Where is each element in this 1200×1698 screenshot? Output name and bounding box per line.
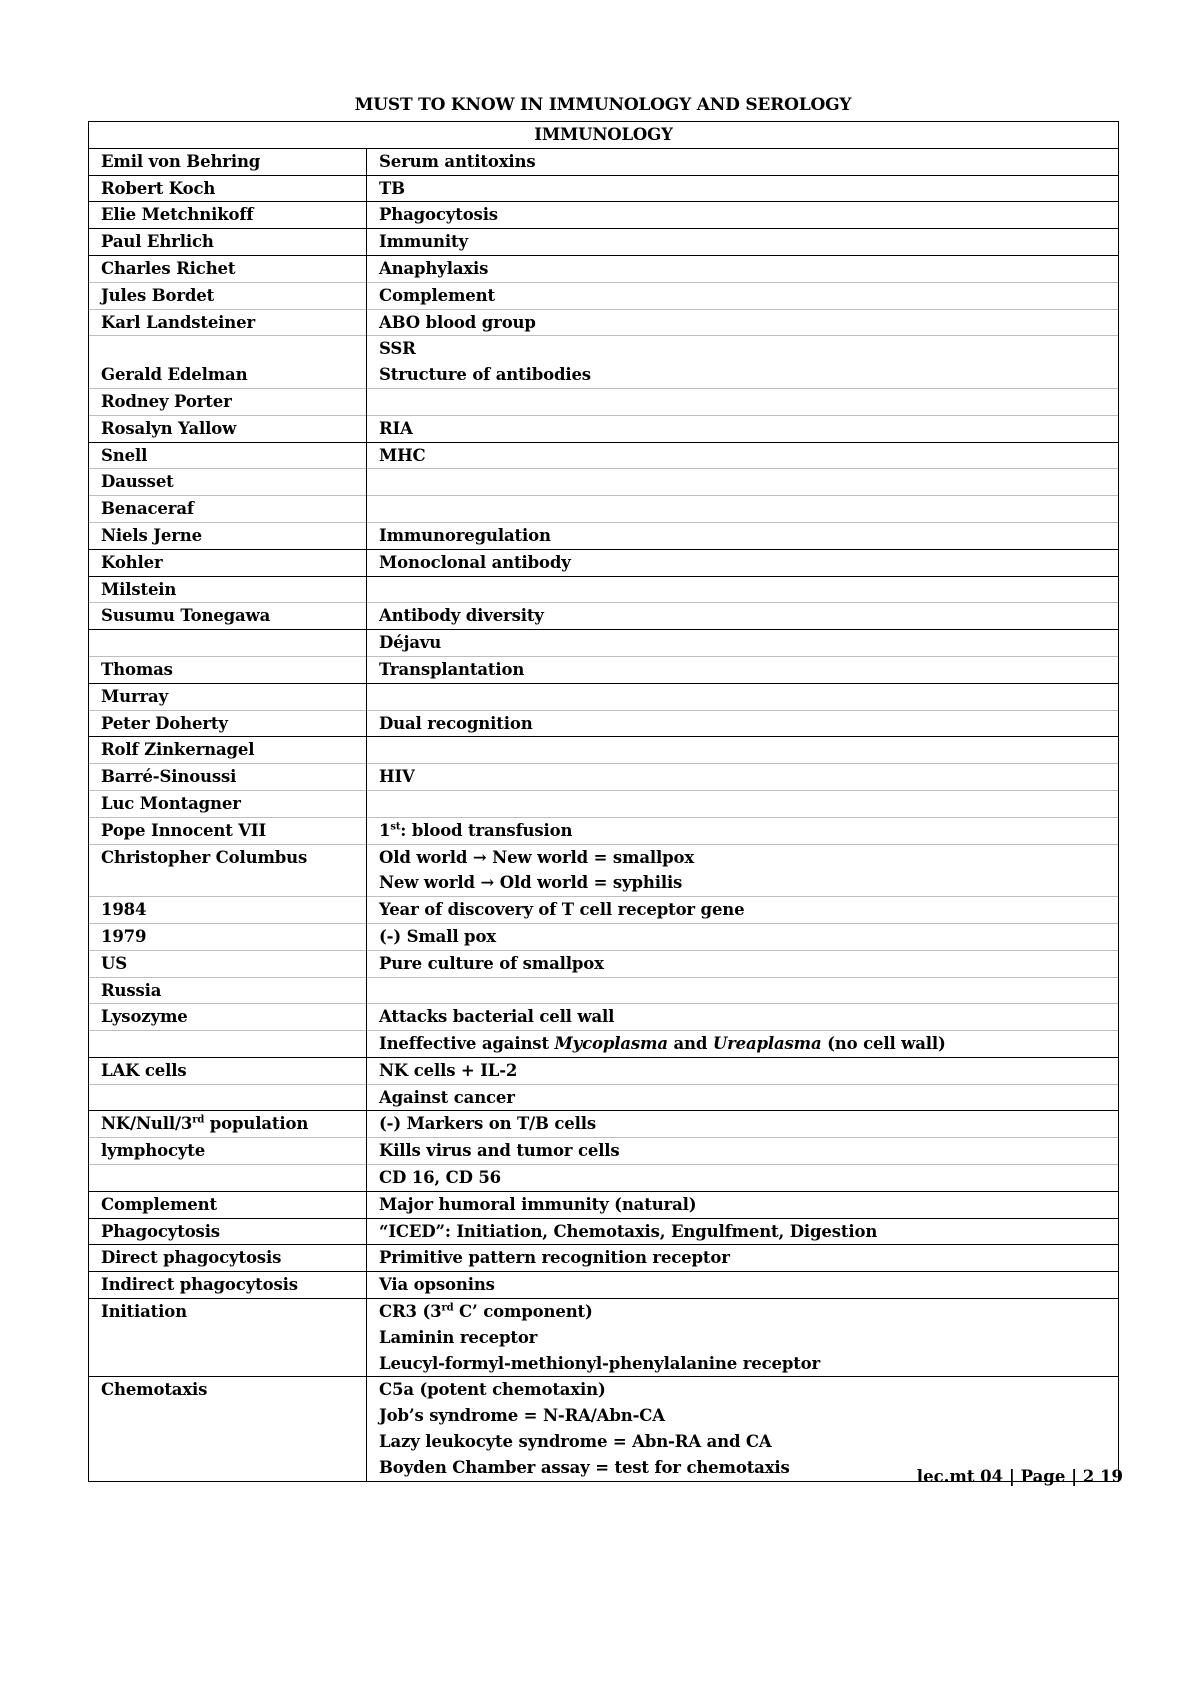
description-text: Structure of antibodies	[379, 365, 591, 385]
term-cell	[89, 336, 367, 362]
term-text: Niels Jerne	[101, 525, 202, 545]
description-cell	[367, 790, 1119, 817]
description-cell	[367, 549, 1119, 576]
term-text: Peter Doherty	[101, 713, 228, 733]
description-text-rest: : blood transfusion	[400, 820, 573, 840]
description-cell	[367, 870, 1119, 896]
description-cell	[367, 1351, 1119, 1377]
description-cell	[367, 630, 1119, 657]
table-row	[89, 1191, 1119, 1218]
table-row	[89, 1403, 1119, 1429]
term-cell	[89, 1004, 367, 1031]
description-cell	[367, 1272, 1119, 1299]
description-text: Major humoral immunity (natural)	[379, 1194, 697, 1214]
description-cell	[367, 1245, 1119, 1272]
term-cell	[89, 683, 367, 710]
term-cell	[89, 1272, 367, 1299]
term-text: Snell	[101, 445, 148, 465]
description-cell	[367, 282, 1119, 309]
term-text: Robert Koch	[101, 178, 216, 198]
table-row	[89, 229, 1119, 256]
description-text: (-) Small pox	[379, 926, 496, 946]
term-text: Emil von Behring	[101, 151, 261, 171]
description-text: Leucyl-formyl-methionyl-phenylalanine receptor	[379, 1353, 821, 1373]
term-cell	[89, 630, 367, 657]
description-text: CD 16, CD 56	[379, 1168, 501, 1188]
table-row	[89, 1004, 1119, 1031]
page-title: MUST TO KNOW IN IMMUNOLOGY AND SEROLOGY	[354, 95, 852, 115]
term-cell	[89, 1138, 367, 1165]
description-cell	[367, 1377, 1119, 1403]
description-text: Against cancer	[379, 1087, 515, 1107]
term-cell	[89, 522, 367, 549]
description-text: (-) Markers on T/B cells	[379, 1114, 597, 1134]
term-cell	[89, 790, 367, 817]
description-cell	[367, 1429, 1119, 1455]
table-row	[89, 764, 1119, 791]
description-text: Complement	[379, 285, 495, 305]
term-cell	[89, 737, 367, 764]
description-text: Immunity	[379, 232, 468, 252]
description-cell	[367, 362, 1119, 388]
description-cell	[367, 202, 1119, 229]
table-row	[89, 737, 1119, 764]
description-cell	[367, 923, 1119, 950]
table-row	[89, 630, 1119, 657]
table-row	[89, 683, 1119, 710]
term-cell	[89, 1084, 367, 1111]
table-row	[89, 496, 1119, 523]
description-text: Via opsonins	[379, 1275, 495, 1295]
description-text: Ineffective against	[379, 1034, 555, 1054]
italic-organism-name: Mycoplasma	[554, 1034, 668, 1054]
table-row	[89, 950, 1119, 977]
table-row	[89, 1031, 1119, 1058]
description-text: C5a (potent chemotaxin)	[379, 1380, 606, 1400]
term-cell	[89, 282, 367, 309]
description-text: Anaphylaxis	[379, 258, 489, 278]
table-row	[89, 549, 1119, 576]
description-text: 1	[379, 820, 391, 840]
term-cell	[89, 415, 367, 442]
description-text: “ICED”: Initiation, Chemotaxis, Engulfment, Digestion	[379, 1221, 878, 1241]
table-row	[89, 817, 1119, 844]
term-text: LAK cells	[101, 1060, 187, 1080]
description-cell	[367, 229, 1119, 256]
table-row	[89, 415, 1119, 442]
term-cell	[89, 442, 367, 469]
italic-organism-name: Ureaplasma	[712, 1034, 822, 1054]
table-row	[89, 710, 1119, 737]
description-cell	[367, 148, 1119, 175]
description-cell	[367, 844, 1119, 870]
term-text: Complement	[101, 1194, 217, 1214]
table-row	[89, 148, 1119, 175]
term-cell	[89, 1429, 367, 1455]
table-row	[89, 923, 1119, 950]
term-text: Gerald Edelman	[101, 365, 248, 385]
description-text: Serum antitoxins	[379, 151, 536, 171]
term-text: Direct phagocytosis	[101, 1248, 282, 1268]
table-section-header	[89, 122, 1119, 149]
table-row	[89, 1429, 1119, 1455]
table-row	[89, 1325, 1119, 1351]
term-text: Karl Landsteiner	[101, 312, 256, 332]
table-row	[89, 870, 1119, 896]
term-cell	[89, 897, 367, 924]
description-cell	[367, 415, 1119, 442]
description-cell	[367, 469, 1119, 496]
term-text: Rodney Porter	[101, 391, 232, 411]
term-text: Murray	[101, 686, 169, 706]
term-cell	[89, 1377, 367, 1403]
term-cell	[89, 1351, 367, 1377]
description-text: Immunoregulation	[379, 525, 551, 545]
table-row	[89, 1245, 1119, 1272]
table-row	[89, 790, 1119, 817]
term-cell	[89, 1299, 367, 1325]
table-row	[89, 1111, 1119, 1138]
description-cell	[367, 1325, 1119, 1351]
term-text: Initiation	[101, 1302, 187, 1322]
description-cell	[367, 1138, 1119, 1165]
table-row	[89, 1272, 1119, 1299]
description-text: Kills virus and tumor cells	[379, 1141, 620, 1161]
description-text: ABO blood group	[379, 312, 536, 332]
description-cell	[367, 1031, 1119, 1058]
description-text: TB	[379, 178, 405, 198]
table-row	[89, 175, 1119, 202]
table-row	[89, 1138, 1119, 1165]
description-cell	[367, 1165, 1119, 1192]
description-text: Dual recognition	[379, 713, 533, 733]
term-text: Rolf Zinkernagel	[101, 740, 255, 760]
term-text: Paul Ehrlich	[101, 232, 214, 252]
term-cell	[89, 309, 367, 336]
table-row	[89, 1218, 1119, 1245]
table-row	[89, 1165, 1119, 1192]
table-row	[89, 1351, 1119, 1377]
term-text: Christopher Columbus	[101, 847, 308, 867]
term-cell	[89, 977, 367, 1004]
description-text: Primitive pattern recognition receptor	[379, 1248, 730, 1268]
table-row	[89, 977, 1119, 1004]
term-text: Charles Richet	[101, 258, 236, 278]
term-cell	[89, 1165, 367, 1192]
table-row	[89, 469, 1119, 496]
description-cell	[367, 710, 1119, 737]
term-cell	[89, 549, 367, 576]
description-cell	[367, 522, 1119, 549]
description-text: Phagocytosis	[379, 205, 498, 225]
description-cell	[367, 764, 1119, 791]
term-text: 1984	[101, 900, 147, 920]
description-cell	[367, 1111, 1119, 1138]
table-row	[89, 844, 1119, 870]
description-text: Year of discovery of T cell receptor gene	[379, 900, 745, 920]
term-cell	[89, 950, 367, 977]
term-cell	[89, 764, 367, 791]
term-text: Rosalyn Yallow	[101, 418, 237, 438]
description-cell	[367, 309, 1119, 336]
description-cell	[367, 603, 1119, 630]
table-row	[89, 442, 1119, 469]
description-cell	[367, 336, 1119, 362]
term-text: NK/Null/3	[101, 1114, 193, 1134]
description-text: Monoclonal antibody	[379, 552, 571, 572]
description-superscript: rd	[441, 1302, 454, 1314]
term-cell	[89, 388, 367, 415]
page-footer: lec.mt 04 | Page | 2 19	[916, 1467, 1123, 1486]
term-cell	[89, 175, 367, 202]
description-text: Transplantation	[379, 659, 525, 679]
table-row	[89, 1377, 1119, 1403]
term-cell	[89, 255, 367, 282]
description-text: Job’s syndrome = N-RA/Abn-CA	[379, 1406, 665, 1426]
term-cell	[89, 656, 367, 683]
description-cell	[367, 817, 1119, 844]
term-cell	[89, 496, 367, 523]
description-text-rest: C’ component)	[453, 1302, 593, 1322]
table-row	[89, 1057, 1119, 1084]
term-cell	[89, 844, 367, 870]
table-row	[89, 656, 1119, 683]
description-text: RIA	[379, 418, 413, 438]
term-text: Susumu Tonegawa	[101, 606, 271, 626]
term-cell	[89, 1111, 367, 1138]
description-text-end: (no cell wall)	[821, 1034, 946, 1054]
description-cell	[367, 737, 1119, 764]
description-cell	[367, 255, 1119, 282]
description-cell	[367, 1403, 1119, 1429]
term-text: Chemotaxis	[101, 1380, 208, 1400]
table-row	[89, 897, 1119, 924]
table-row	[89, 576, 1119, 603]
table-row	[89, 388, 1119, 415]
description-text: Attacks bacterial cell wall	[379, 1007, 615, 1027]
table-row	[89, 522, 1119, 549]
table-row	[89, 603, 1119, 630]
term-cell	[89, 1218, 367, 1245]
term-cell	[89, 229, 367, 256]
term-text: lymphocyte	[101, 1141, 206, 1161]
term-cell	[89, 576, 367, 603]
description-cell	[367, 1004, 1119, 1031]
table-row	[89, 255, 1119, 282]
description-text-mid: and	[667, 1034, 713, 1054]
term-cell	[89, 870, 367, 896]
description-text: SSR	[379, 339, 416, 359]
description-cell	[367, 897, 1119, 924]
term-text: Pope Innocent VII	[101, 820, 267, 840]
term-cell	[89, 202, 367, 229]
term-text: Milstein	[101, 579, 177, 599]
section-title: IMMUNOLOGY	[89, 122, 1119, 149]
description-cell	[367, 576, 1119, 603]
term-text: Russia	[101, 980, 162, 1000]
description-cell	[367, 1191, 1119, 1218]
description-text: Old world → New world = smallpox	[379, 847, 695, 867]
term-text: Jules Bordet	[101, 285, 215, 305]
term-text: 1979	[101, 926, 147, 946]
table-row	[89, 1299, 1119, 1325]
term-text: Kohler	[101, 552, 163, 572]
immunology-table	[88, 121, 1119, 1482]
term-cell	[89, 1455, 367, 1481]
term-cell	[89, 469, 367, 496]
table-row	[89, 362, 1119, 388]
term-text: Barré-Sinoussi	[101, 767, 237, 787]
term-superscript: rd	[192, 1114, 205, 1126]
description-cell	[367, 388, 1119, 415]
term-cell	[89, 923, 367, 950]
term-cell	[89, 710, 367, 737]
term-cell	[89, 1057, 367, 1084]
term-text-rest: population	[204, 1114, 309, 1134]
term-cell	[89, 1245, 367, 1272]
description-cell	[367, 977, 1119, 1004]
description-cell	[367, 1084, 1119, 1111]
term-cell	[89, 603, 367, 630]
description-text: Déjavu	[379, 633, 442, 653]
term-cell	[89, 1031, 367, 1058]
description-text: Boyden Chamber assay = test for chemotaxis	[379, 1457, 790, 1477]
description-cell	[367, 175, 1119, 202]
description-text: Pure culture of smallpox	[379, 953, 604, 973]
description-superscript: st	[390, 821, 401, 833]
description-cell	[367, 496, 1119, 523]
table-row	[89, 309, 1119, 336]
term-text: US	[101, 953, 128, 973]
description-text: Antibody diversity	[379, 606, 544, 626]
description-cell	[367, 1218, 1119, 1245]
term-cell	[89, 817, 367, 844]
description-text: Lazy leukocyte syndrome = Abn-RA and CA	[379, 1432, 772, 1452]
term-text: Phagocytosis	[101, 1221, 220, 1241]
description-cell	[367, 1057, 1119, 1084]
description-cell	[367, 683, 1119, 710]
table-row	[89, 1084, 1119, 1111]
term-text: Luc Montagner	[101, 793, 241, 813]
table-row	[89, 282, 1119, 309]
term-cell	[89, 362, 367, 388]
description-cell	[367, 950, 1119, 977]
table-row	[89, 202, 1119, 229]
term-text: Lysozyme	[101, 1007, 188, 1027]
description-text: New world → Old world = syphilis	[379, 873, 683, 893]
description-cell	[367, 656, 1119, 683]
description-text: HIV	[379, 767, 415, 787]
term-cell	[89, 1325, 367, 1351]
description-text: NK cells + IL-2	[379, 1060, 518, 1080]
description-text: CR3 (3	[379, 1302, 442, 1322]
term-text: Thomas	[101, 659, 173, 679]
description-cell	[367, 1299, 1119, 1325]
term-cell	[89, 1403, 367, 1429]
description-cell	[367, 442, 1119, 469]
description-text: MHC	[379, 445, 426, 465]
table-row	[89, 336, 1119, 362]
term-text: Elie Metchnikoff	[101, 205, 254, 225]
description-text: Laminin receptor	[379, 1327, 538, 1347]
term-text: Benaceraf	[101, 499, 194, 519]
term-text: Indirect phagocytosis	[101, 1275, 298, 1295]
term-text: Dausset	[101, 472, 174, 492]
term-cell	[89, 1191, 367, 1218]
term-cell	[89, 148, 367, 175]
